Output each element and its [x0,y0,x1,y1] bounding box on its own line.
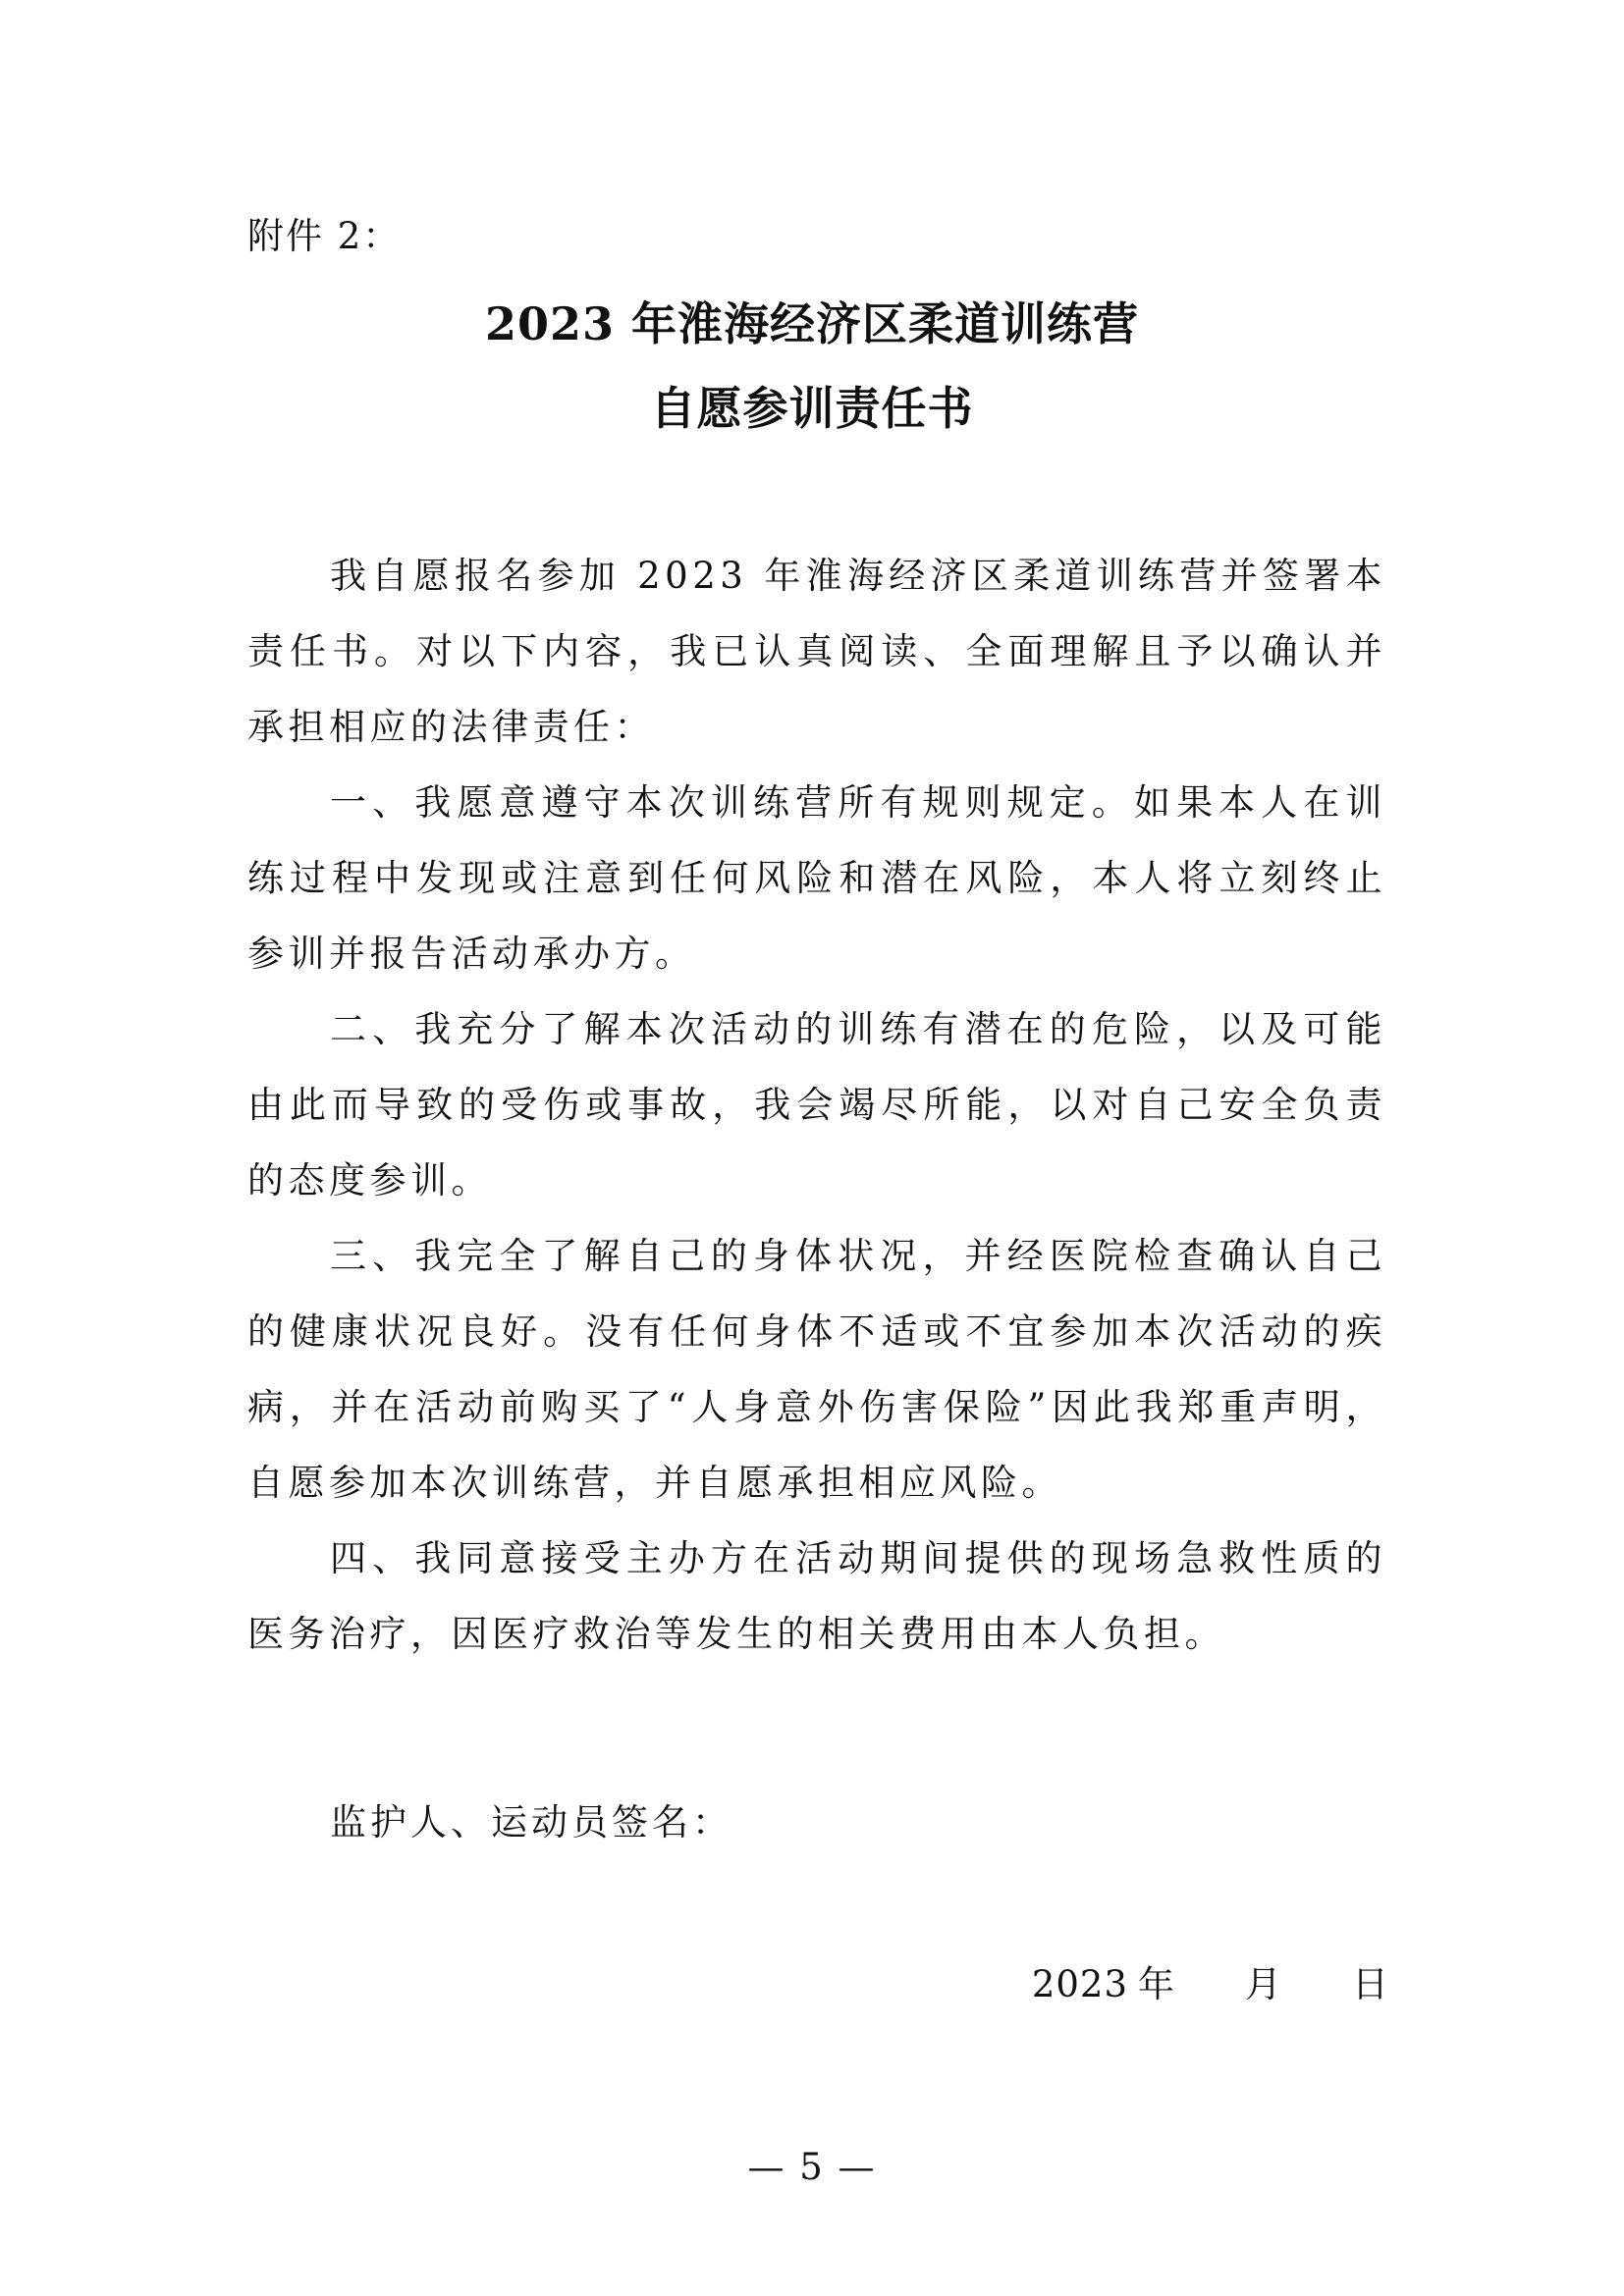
page-number: — 5 — [747,2146,877,2188]
paragraph-intro: 我自愿报名参加 2023 年淮海经济区柔道训练营并签署本责任书。对以下内容，我已认真阅读、全面理解且予以确认并承担相应的法律责任： [247,555,1386,748]
date-day-unit: 日 [1352,1963,1388,2005]
date-line [1032,1960,1388,2009]
paragraph-clause-1: 一、我愿意遵守本次训练营所有规则规定。如果本人在训练过程中发现或注意到任何风险和潜在风险，本人将立刻终止参训并报告活动承办方。 [247,781,1386,975]
document-title-line-1: 2023 年淮海经济区柔道训练营 [484,297,1140,350]
paragraph-clause-3: 三、我完全了解自己的身体状况，并经医院检查确认自己的健康状况良好。没有任何身体不适或不宜参加本次活动的疾病，并在活动前购买了“人身意外伤害保险”因此我郑重声明，自愿参加本次训练营，并自愿承担相应风险。 [247,1235,1386,1504]
date-year: 2023 [1031,1963,1128,2005]
date-year-unit: 年 [1138,1963,1174,2005]
paragraph-clause-2: 二、我充分了解本次活动的训练有潜在的危险，以及可能由此而导致的受伤或事故，我会竭尽所能，以对自己安全负责的态度参训。 [247,1008,1386,1201]
document-title-line-2: 自愿参训责任书 [650,382,974,435]
document-body [247,538,1386,1672]
date-month-unit: 月 [1245,1963,1281,2005]
signature-label: 监护人、运动员签名： [330,1801,732,1843]
attachment-label: 附件 2： [247,215,402,257]
paragraph-clause-4: 四、我同意接受主办方在活动期间提供的现场急救性质的医务治疗，因医疗救治等发生的相关费用由本人负担。 [247,1537,1386,1655]
